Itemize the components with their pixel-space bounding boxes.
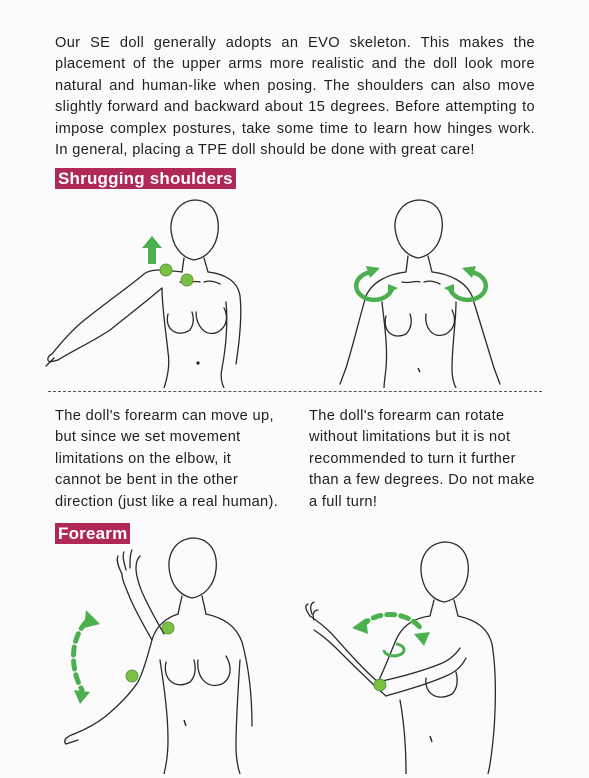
section-divider [48,391,542,392]
forearm-bend-figure [56,530,296,774]
forearm-rotate-figure [300,530,546,774]
forearm-move-caption: The doll's forearm can move up, but since we set movement limitations on the elbow, it cannot be bent in the other direction (just like a real human). [55,408,279,510]
shoulder-rotate-figure [300,192,546,388]
shoulder-lift-figure [44,192,280,388]
forearm-rotate-caption: The doll's forearm can rotate without limitations but it is not recommended to turn it further than a few degrees. Do not make a full turn! [309,408,535,510]
intro-paragraph: Our SE doll generally adopts an EVO skeleton. This makes the placement of the upper arms more realistic and the doll look more natural and human-like when posing. The shoulders can also move slightly forward and backward about 15 degrees. Before attempting to impose complex postures, take some time to learn how hinges work. In general, placing a TPE doll should be done with great care! [55,35,535,159]
forearm-heading: Forearm [55,523,130,544]
shrugging-shoulders-heading: Shrugging shoulders [55,168,236,189]
